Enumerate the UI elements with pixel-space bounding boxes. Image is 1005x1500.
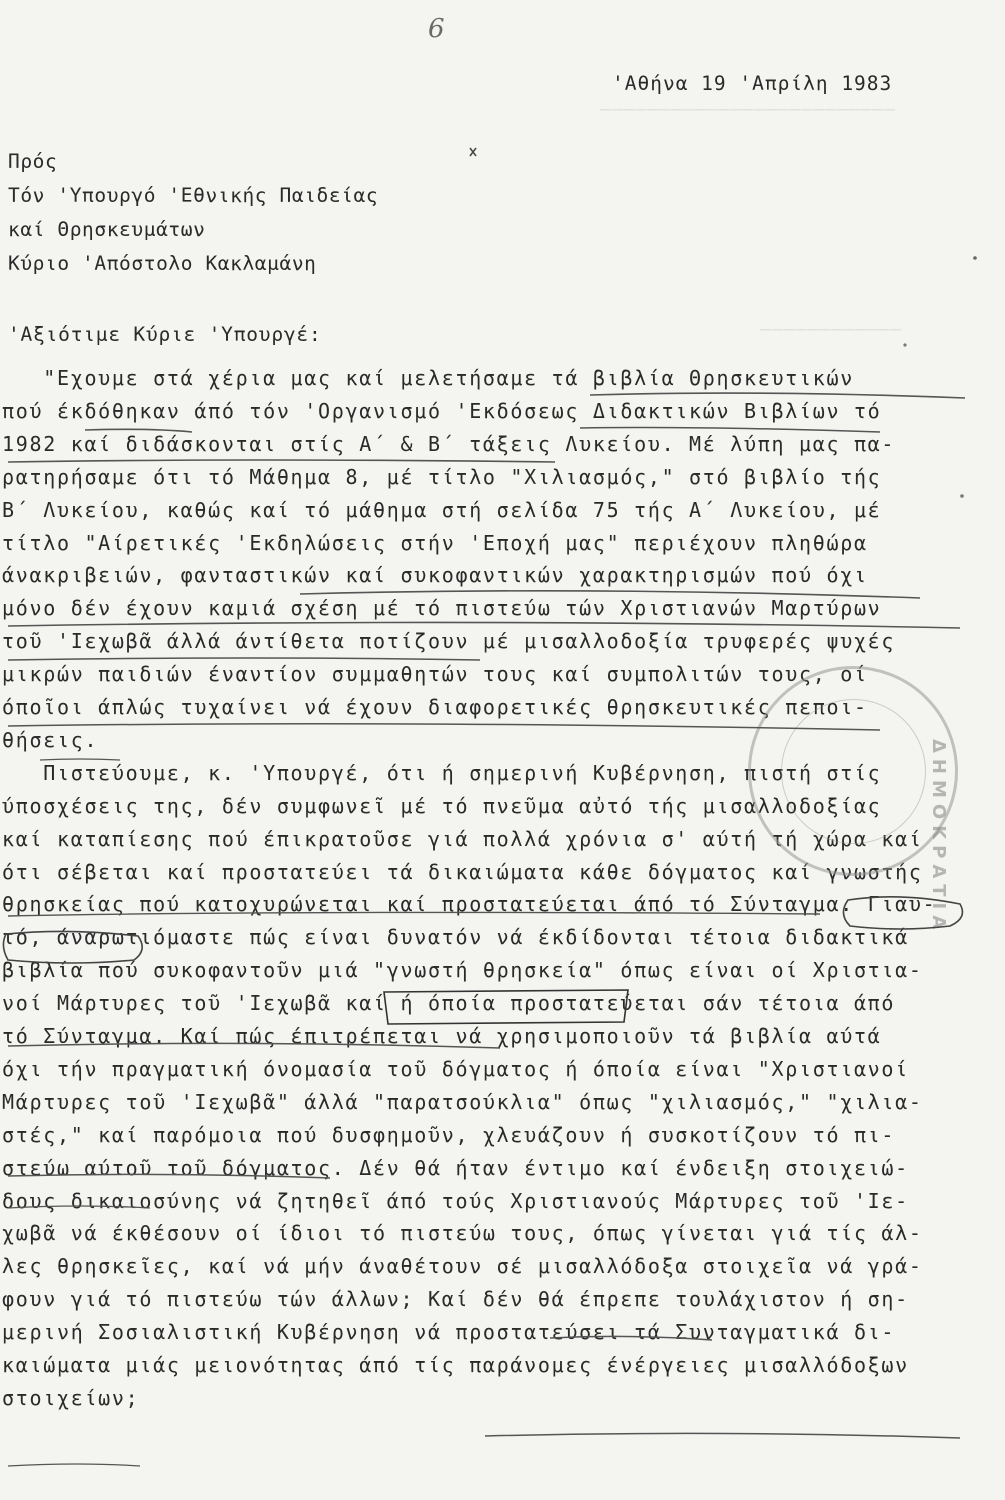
underline-mark	[8, 724, 880, 730]
body-line: άνακριβειών, φανταστικών καί συκοφαντικών χαρακτηρισμών πού όχι	[2, 563, 868, 588]
body-line: μερινή Σοσιαλιστική Κυβέρνηση νά προστατεύσει τά Συνταγματικά δι-	[2, 1320, 896, 1345]
margin-dot	[960, 494, 964, 498]
recipient-line-2: Τόν 'Υπουργό 'Εθνικής Παιδείας	[8, 184, 379, 207]
body-line: ύποσχέσεις της, δέν συμφωνεῖ μέ τό πνεῦμα αὐτό τής μισαλλοδοξίας	[2, 793, 882, 818]
margin-dot	[973, 256, 977, 260]
recipient-line-3: καί Θρησκευμάτων	[8, 218, 206, 241]
body-line: στοιχείων;	[2, 1385, 140, 1410]
margin-dot	[903, 343, 906, 346]
stamp-inner-ring	[781, 699, 926, 844]
body-line: θρησκείας πού κατοχυρώνεται καί προστατεύεται άπό τό Σύνταγμα. Γιαυ-	[2, 892, 937, 917]
body-line: τίτλο "Αίρετικές 'Εκδηλώσεις στήν 'Εποχή μας" περιέχουν πληθώρα	[2, 530, 868, 555]
body-line: νοί Μάρτυρες τοῦ 'Ιεχωβᾶ καί ή όποία προστατεύεται σάν τέτοια άπό	[2, 991, 896, 1016]
underline-mark	[485, 1433, 960, 1438]
body-line: πού έκδόθηκαν άπό τόν 'Οργανισμό 'Εκδόσεως Διδακτικών Βιβλίων τό	[2, 398, 882, 423]
handwritten-page-number: 6	[428, 14, 445, 44]
body-line: λες θρησκεῖες, καί νά μήν άναθέτουν σέ μισαλλόδοξα στοιχεῖα νά γρά-	[2, 1254, 923, 1279]
body-line: χωβᾶ νά έκθέσουν οί ίδιοι τό πιστεύω τους, όπως γίνεται γιά τίς άλ-	[2, 1221, 923, 1246]
underline-mark	[8, 1464, 140, 1466]
underline-mark	[8, 460, 555, 462]
underline-mark	[8, 658, 480, 660]
body-line: φουν γιά τό πιστεύω τών άλλων; Καί δέν θά έπρεπε τουλάχιστον ή ση-	[2, 1287, 909, 1312]
letter-date: 'Αθήνα 19 'Απρίλη 1983	[612, 72, 893, 95]
body-line: τό Σύνταγμα. Καί πώς έπιτρέπεται νά χρησιμοποιοῦν τά βιβλία αύτά	[2, 1024, 882, 1048]
body-line: Μάρτυρες τοῦ 'Ιεχωβᾶ" άλλά "παρατσούκλια" όπως "χιλιασμός," "χιλια-	[2, 1089, 923, 1114]
bleed-through-texture: ────────────	[760, 320, 903, 341]
stamp-text: ΔΗΜΟΚΡΑΤΙΑ	[928, 739, 949, 936]
underline-mark	[590, 393, 965, 398]
body-line: βιβλία πού συκοφαντοῦν μιά "γνωστή θρησκεία" όπως είναι οί Χριστια-	[2, 958, 923, 983]
body-line: καί καταπίεσης πού έπικρατοῦσε γιά πολλά χρόνια σ' αύτή τή χώρα καί	[2, 826, 923, 851]
body-line: ρατηρήσαμε ότι τό Μάθημα 8, μέ τίτλο "Χιλιασμός," στό βιβλίο τής	[2, 464, 882, 489]
body-line: θήσεις.	[2, 727, 99, 752]
body-line: στεύω αύτοῦ τοῦ δόγματος. Δέν θά ήταν έντιμο καί ένδειξη στοιχειώ-	[2, 1155, 909, 1180]
margin-mark	[470, 148, 476, 156]
bleed-through-texture: ─────────────────────────	[600, 100, 896, 121]
body-line: Πιστεύουμε, κ. 'Υπουργέ, ότι ή σημερινή Κυβέρνηση, πιστή στίς	[2, 760, 882, 785]
body-line: όχι τήν πραγματική όνομασία τοῦ δόγματος ή όποία είναι "Χριστιανοί	[2, 1056, 909, 1081]
body-line: ότι σέβεται καί προστατεύει τά δικαιώματα κάθε δόγματος καί γνωστής	[2, 859, 923, 884]
body-line: μικρών παιδιών έναντίον συμμαθητών τους καί συμπολιτών τους, οί	[2, 662, 868, 687]
body-line: καιώματα μιάς μειονότητας άπό τίς παράνομες ένέργειες μισαλλόδοξων	[2, 1353, 909, 1377]
body-line: μόνο δέν έχουν καμιά σχέση μέ τό πιστεύω τών Χριστιανών Μαρτύρων	[2, 596, 882, 621]
body-line: όποῖοι άπλώς τυχαίνει νά έχουν διαφορετικές θρησκευτικές πεποι-	[2, 695, 868, 719]
body-line: στές," καί παρόμοια πού δυσφημοῦν, χλευάζουν ή συσκοτίζουν τό πι-	[2, 1122, 896, 1147]
body-line: 1982 καί διδάσκονται στίς Α΄ & Β΄ τάξεις Λυκείου. Μέ λύπη μας πα-	[2, 431, 896, 456]
recipient-line-1: Πρός	[8, 150, 58, 173]
official-stamp	[748, 666, 958, 936]
body-line: τοῦ 'Ιεχωβᾶ άλλά άντίθετα ποτίζουν μέ μισαλλοδοξία τρυφερές ψυχές	[2, 629, 896, 654]
body-line: "Εχουμε στά χέρια μας καί μελετήσαμε τά βιβλία Θρησκευτικών	[2, 366, 854, 390]
body-line: Β΄ Λυκείου, καθώς καί τό μάθημα στή σελίδα 75 τής Α΄ Λυκείου, μέ	[2, 497, 882, 522]
recipient-line-4: Κύριο 'Απόστολο Κακλαμάνη	[8, 252, 317, 275]
salutation: 'Αξιότιμε Κύριε 'Υπουργέ:	[8, 323, 322, 346]
body-line: τό, άναρωτιόμαστε πώς είναι δυνατόν νά έκδίδονται τέτοια διδακτικά	[2, 925, 909, 950]
underline-mark	[8, 622, 960, 628]
body-line: δους δικαιοσύνης νά ζητηθεῖ άπό τούς Χριστιανούς Μάρτυρες τοῦ 'Ιε-	[2, 1188, 909, 1213]
